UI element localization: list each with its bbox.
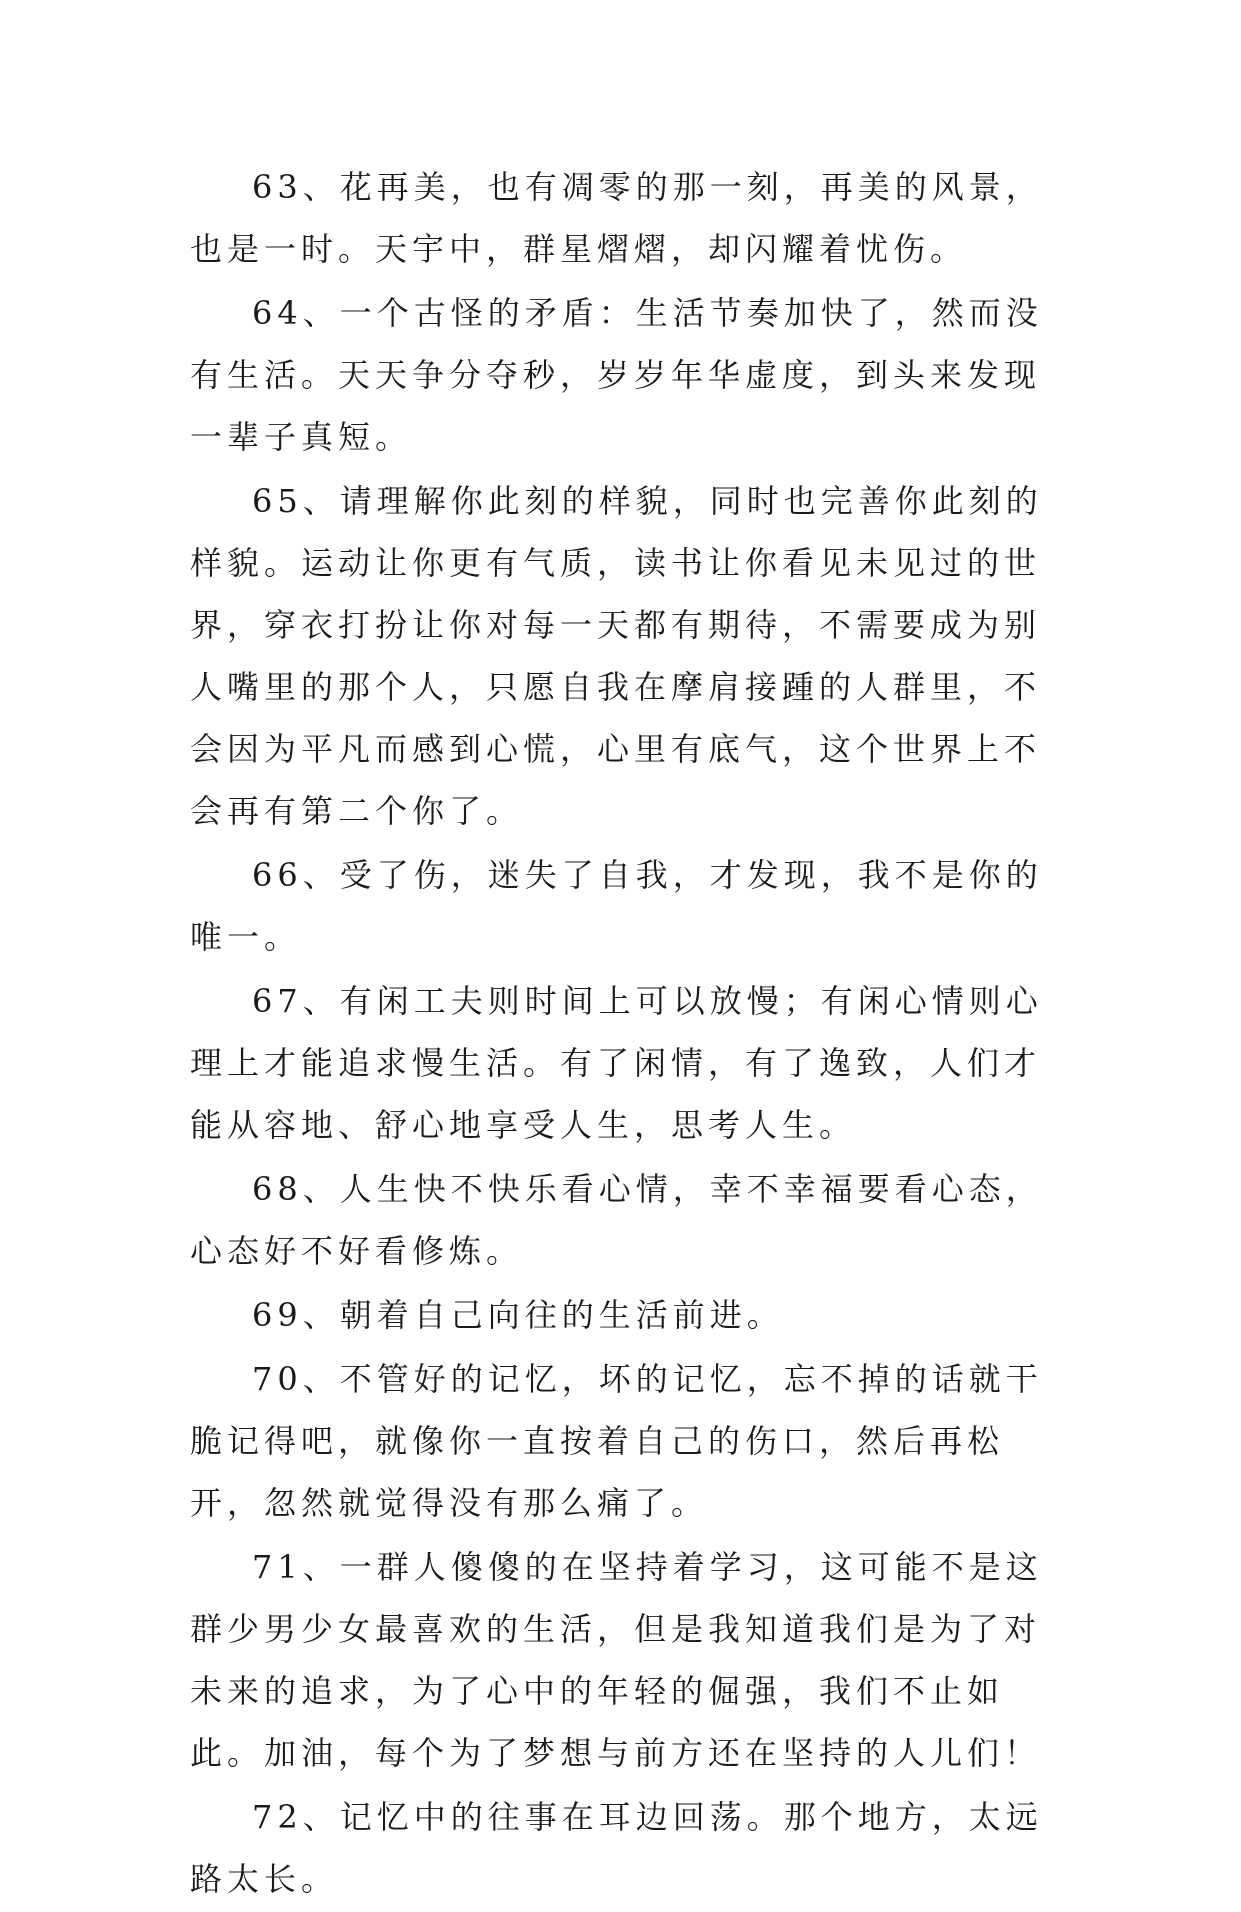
document-body (190, 156, 1070, 1912)
paragraph-69: 69、朝着自己向往的生活前进。 (252, 1296, 784, 1334)
paragraph-72: 72、记忆中的往事在耳边回荡。那个地方，太远路太长。 (190, 1798, 1043, 1898)
paragraph-68: 68、人生快不快乐看心情，幸不幸福要看心态，心态好不好看修炼。 (190, 1170, 1043, 1270)
paragraph-71: 71、一群人傻傻的在坚持着学习，这可能不是这群少男少女最喜欢的生活，但是我知道我们是为了对未来的追求，为了心中的年轻的倔强，我们不止如此。加油，每个为了梦想与前方还在坚持的人儿们！ (190, 1548, 1043, 1772)
paragraph-64: 64、一个古怪的矛盾：生活节奏加快了，然而没有生活。天天争分夺秒，岁岁年华虚度，到头来发现一辈子真短。 (190, 294, 1043, 456)
paragraph-70: 70、不管好的记忆，坏的记忆，忘不掉的话就干脆记得吧，就像你一直按着自己的伤口，然后再松开，忽然就觉得没有那么痛了。 (190, 1360, 1043, 1522)
paragraph-67: 67、有闲工夫则时间上可以放慢；有闲心情则心理上才能追求慢生活。有了闲情，有了逸致，人们才能从容地、舒心地享受人生，思考人生。 (190, 982, 1043, 1144)
paragraph-65: 65、请理解你此刻的样貌，同时也完善你此刻的样貌。运动让你更有气质，读书让你看见未见过的世界，穿衣打扮让你对每一天都有期待，不需要成为别人嘴里的那个人，只愿自我在摩肩接踵的人群里，不会因为平凡而感到心慌，心里有底气，这个世界上不会再有第二个你了。 (190, 482, 1043, 830)
paragraph-66: 66、受了伤，迷失了自我，才发现，我不是你的唯一。 (190, 856, 1043, 956)
paragraph-63: 63、花再美，也有凋零的那一刻，再美的风景，也是一时。天宇中，群星熠熠，却闪耀着忧伤。 (190, 168, 1043, 268)
